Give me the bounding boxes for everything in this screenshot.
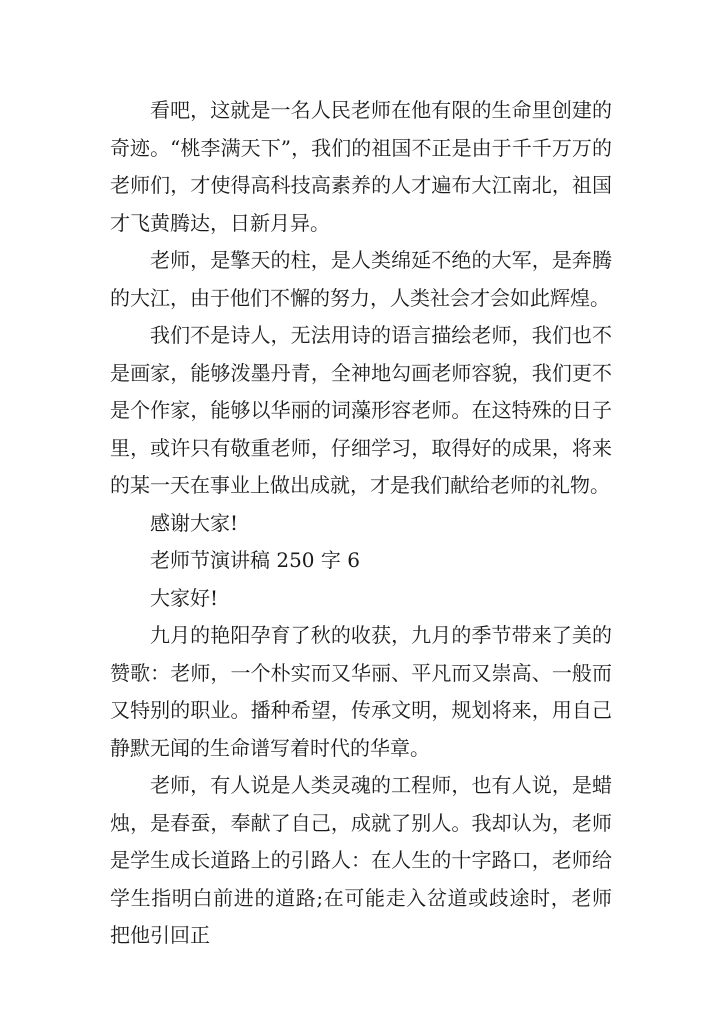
paragraph-guide: 老师，有人说是人类灵魂的工程师，也有人说，是蜡烛，是春蚕，奉献了自己，成就了别人。我却认为，老师是学生成长道路上的引路人：在人生的十字路口，老师给学生指明白前进的道路;在可能走入岔道或歧途时，老师把他引回正 <box>110 773 612 947</box>
document-body <box>110 92 612 955</box>
paragraph-september: 九月的艳阳孕育了秋的收获，九月的季节带来了美的赞歌：老师，一个朴实而又华丽、平凡而又崇高、一般而又特别的职业。播种希望，传承文明，规划将来，用自己静默无闻的生命谱写着时代的华章。 <box>110 623 612 760</box>
paragraph-not-poets: 我们不是诗人，无法用诗的语言描绘老师，我们也不是画家，能够泼墨丹青，全神地勾画老师容貌，我们更不是个作家，能够以华丽的词藻形容老师。在这特殊的日子里，或许只有敬重老师，仔细学习，取得好的成果，将来的某一天在事业上做出成就，才是我们献给老师的礼物。 <box>110 323 612 497</box>
paragraph-miracle: 看吧，这就是一名人民老师在他有限的生命里创建的奇迹。“桃李满天下”，我们的祖国不正是由于千千万万的老师们，才使得高科技高素养的人才遍布大江南北，祖国才飞黄腾达，日新月异。 <box>110 98 612 235</box>
paragraph-greeting: 大家好! <box>150 585 219 610</box>
paragraph-thanks: 感谢大家! <box>150 510 239 535</box>
paragraph-pillar: 老师，是擎天的柱，是人类绵延不绝的大军，是奔腾的大江，由于他们不懈的努力，人类社会才会如此辉煌。 <box>110 248 612 310</box>
section-heading: 老师节演讲稿 250 字 6 <box>150 548 360 572</box>
